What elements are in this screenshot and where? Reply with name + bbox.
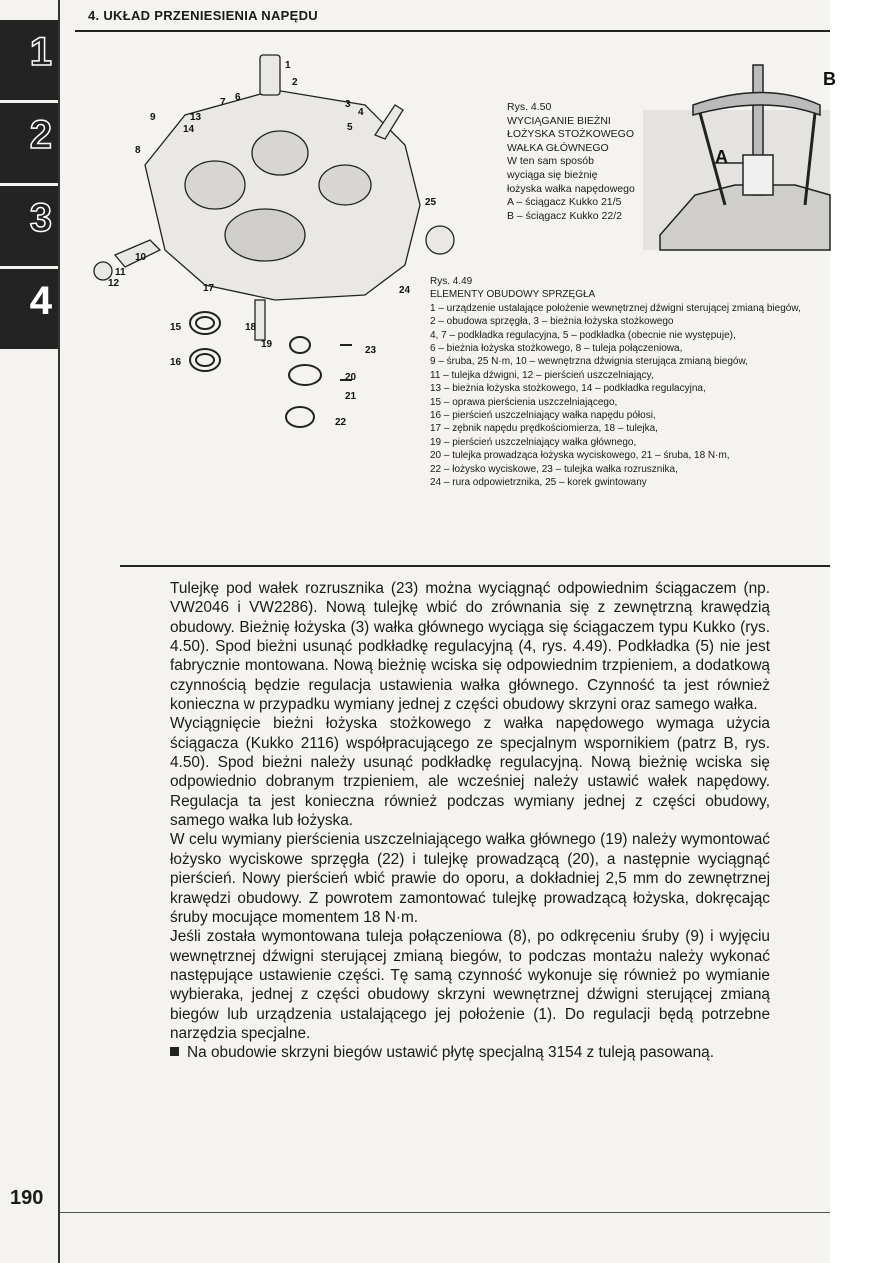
body-text — [170, 579, 770, 1063]
caption-line: W ten sam sposób — [507, 155, 594, 168]
part-label-13: 13 — [190, 112, 202, 123]
caption-line: 6 – bieżnia łożyska stożkowego, 8 – tuleja połączeniowa, — [430, 343, 683, 355]
bullet-paragraph: Na obudowie skrzyni biegów ustawić płytę specjalną 3154 z tuleją pasowaną. — [170, 1043, 770, 1062]
figure-4-49-caption — [430, 275, 830, 490]
caption-line: 15 – oprawa pierścienia uszczelniającego, — [430, 396, 618, 408]
caption-line: ELEMENTY OBUDOWY SPRZĘGŁA — [430, 289, 596, 301]
part-label-14: 14 — [183, 124, 195, 135]
part-label-4: 4 — [358, 107, 364, 118]
part-label-2: 2 — [292, 77, 298, 88]
tool-label-b: B — [823, 69, 836, 89]
part-label-21: 21 — [345, 391, 357, 402]
margin-rule — [58, 0, 60, 1263]
part-label-19: 19 — [261, 339, 273, 350]
part-label-3: 3 — [345, 99, 351, 110]
seal-rings-drawing — [190, 312, 352, 427]
paragraph: W celu wymiany pierścienia uszczelniającego wałka głównego (19) należy wymontować łożysko wyciskowe sprzęgła (22) i tulejkę prowadzącą (20), a następnie wyciągnąć pierścień. Nowy pierścień wbić prawie do oporu, a dokładniej 2,5 mm do zewnętrznej krawędzi obudowy. Z powrotem zamontować tulejkę prowadzącą łożyska, dokręcając śruby mocujące momentem 18 N·m. — [170, 831, 770, 926]
caption-line: 4, 7 – podkładka regulacyjna, 5 – podkładka (obecnie nie występuje), — [430, 329, 736, 341]
footer-rule — [60, 1212, 830, 1213]
part-label-24: 24 — [399, 285, 411, 296]
caption-line: 11 – tulejka dźwigni, 12 – pierścień uszczelniający, — [430, 369, 654, 381]
gearbox-housing-drawing — [94, 55, 454, 340]
caption-line: Rys. 4.49 — [430, 276, 473, 287]
part-label-16: 16 — [170, 357, 182, 368]
paragraph: Jeśli została wymontowana tuleja połączeniowa (8), po odkręceniu śruby (9) i wyjęciu wewnętrznej dźwigni sterującej zmianą biegów, to podczas montażu należy wykonać następujące ustawienie części. Tę samą czynność wykonuje się również po wymianie wybieraka, jednej z części obudowy skrzyni wewnętrznej dźwigni sterującej zmianą biegów lub urządzenia ustalającego jej położenie (1). Do regulacji będą potrzebne narzędzia specjalne. — [170, 928, 770, 1042]
caption-line: 20 – tulejka prowadząca łożyska wyciskowego, 21 – śruba, 18 N·m, — [430, 450, 730, 462]
part-label-15: 15 — [170, 322, 182, 333]
part-label-12: 12 — [108, 278, 120, 289]
part-label-7: 7 — [220, 97, 226, 108]
chapter-tab-1[interactable]: 1 — [0, 20, 58, 100]
chapter-tab-3[interactable]: 3 — [0, 186, 58, 266]
chapter-tabs — [0, 20, 58, 352]
part-label-1: 1 — [285, 60, 291, 71]
chapter-tab-2[interactable]: 2 — [0, 103, 58, 183]
caption-line: 17 – zębnik napędu prędkościomierza, 18 – tulejka, — [430, 423, 658, 435]
part-label-20: 20 — [345, 372, 357, 383]
chapter-title: 4. UKŁAD PRZENIESIENIA NAPĘDU — [88, 8, 318, 23]
bullet-icon — [170, 1047, 179, 1056]
caption-line: 16 – pierścień uszczelniający wałka napędu półosi, — [430, 410, 656, 422]
paragraph: Tulejkę pod wałek rozrusznika (23) można wyciągnąć odpowiednim ściągaczem (np. VW2046 i VW2286). Nową tulejkę wbić do zrównania się z zewnętrzną krawędzią obudowy. Bieżnię łożyska (3) wałka głównego wyciąga się ściągaczem typu Kukko (rys. 4.50). Spod bieżni usunąć podkładkę regulacyjną (4, rys. 4.49). Podkładka (5) nie jest fabrycznie montowana. Nową bieżnię wciska się odpowiednim trzpieniem, a dodatkową czynnością będzie regulacja ustawienia wałka głównego. Czynność ta jest również konieczna w przypadku wymiany jednej z części obudowy skrzyni oraz samego wałka. — [170, 580, 770, 714]
caption-line: 24 – rura odpowietrznika, 25 – korek gwintowany — [430, 477, 647, 489]
figure-separator — [120, 565, 830, 567]
part-label-22: 22 — [335, 417, 347, 428]
tool-label-a: A — [715, 147, 728, 167]
caption-line: 22 – łożysko wyciskowe, 23 – tulejka wałka rozrusznika, — [430, 463, 678, 475]
part-label-11: 11 — [115, 267, 126, 278]
caption-line: łożyska wałka napędowego — [507, 182, 635, 195]
caption-line: WYCIĄGANIE BIEŻNI — [507, 114, 611, 127]
part-label-18: 18 — [245, 322, 257, 333]
part-label-17: 17 — [203, 283, 215, 294]
paragraph: Wyciągnięcie bieżni łożyska stożkowego z wałka napędowego wymaga użycia ściągacza (Kukko 2116) współpracującego ze specjalnym wspornikiem (patrz B, rys. 4.50). Spod bieżni należy usunąć podkładkę regulacyjną. Nową bieżnię wciska się odpowiednio dobranym trzpieniem, ale wcześniej należy ustawić wałek napędowy. Regulacja ta jest konieczna również podczas wymiany jednej z części obudowy, samego wałka lub łożyska. — [170, 715, 770, 830]
caption-line: ŁOŻYSKA STOŻKOWEGO — [507, 128, 634, 141]
caption-line: wyciąga się bieżnię — [507, 168, 598, 181]
part-label-10: 10 — [135, 252, 147, 263]
part-label-23: 23 — [365, 345, 377, 356]
part-label-6: 6 — [235, 92, 241, 103]
caption-line: 9 – śruba, 25 N·m, 10 – wewnętrzna dźwignia sterująca zmianą biegów, — [430, 356, 748, 368]
chapter-tab-4[interactable]: 4 — [0, 269, 58, 349]
part-label-25: 25 — [425, 197, 437, 208]
caption-line: B – ściągacz Kukko 22/2 — [507, 209, 622, 222]
caption-line: 1 – urządzenie ustalające położenie wewnętrznej dźwigni sterującej zmianą biegów, — [430, 302, 801, 314]
caption-line: A – ściągacz Kukko 21/5 — [507, 196, 622, 209]
puller-tool-drawing — [643, 65, 830, 250]
caption-line: WAŁKA GŁÓWNEGO — [507, 141, 609, 154]
page-number: 190 — [10, 1187, 44, 1209]
caption-line: 13 – bieżnia łożyska stożkowego, 14 – podkładka regulacyjna, — [430, 383, 706, 395]
caption-line: 2 – obudowa sprzęgła, 3 – bieżnia łożyska stożkowego — [430, 316, 674, 328]
caption-line: 19 – pierścień uszczelniający wałka głównego, — [430, 436, 637, 448]
page-edge — [830, 0, 893, 1263]
part-label-8: 8 — [135, 145, 141, 156]
caption-line: Rys. 4.50 — [507, 101, 552, 113]
figure-4-50-caption — [507, 101, 657, 223]
part-label-9: 9 — [150, 112, 156, 123]
part-label-5: 5 — [347, 122, 353, 133]
